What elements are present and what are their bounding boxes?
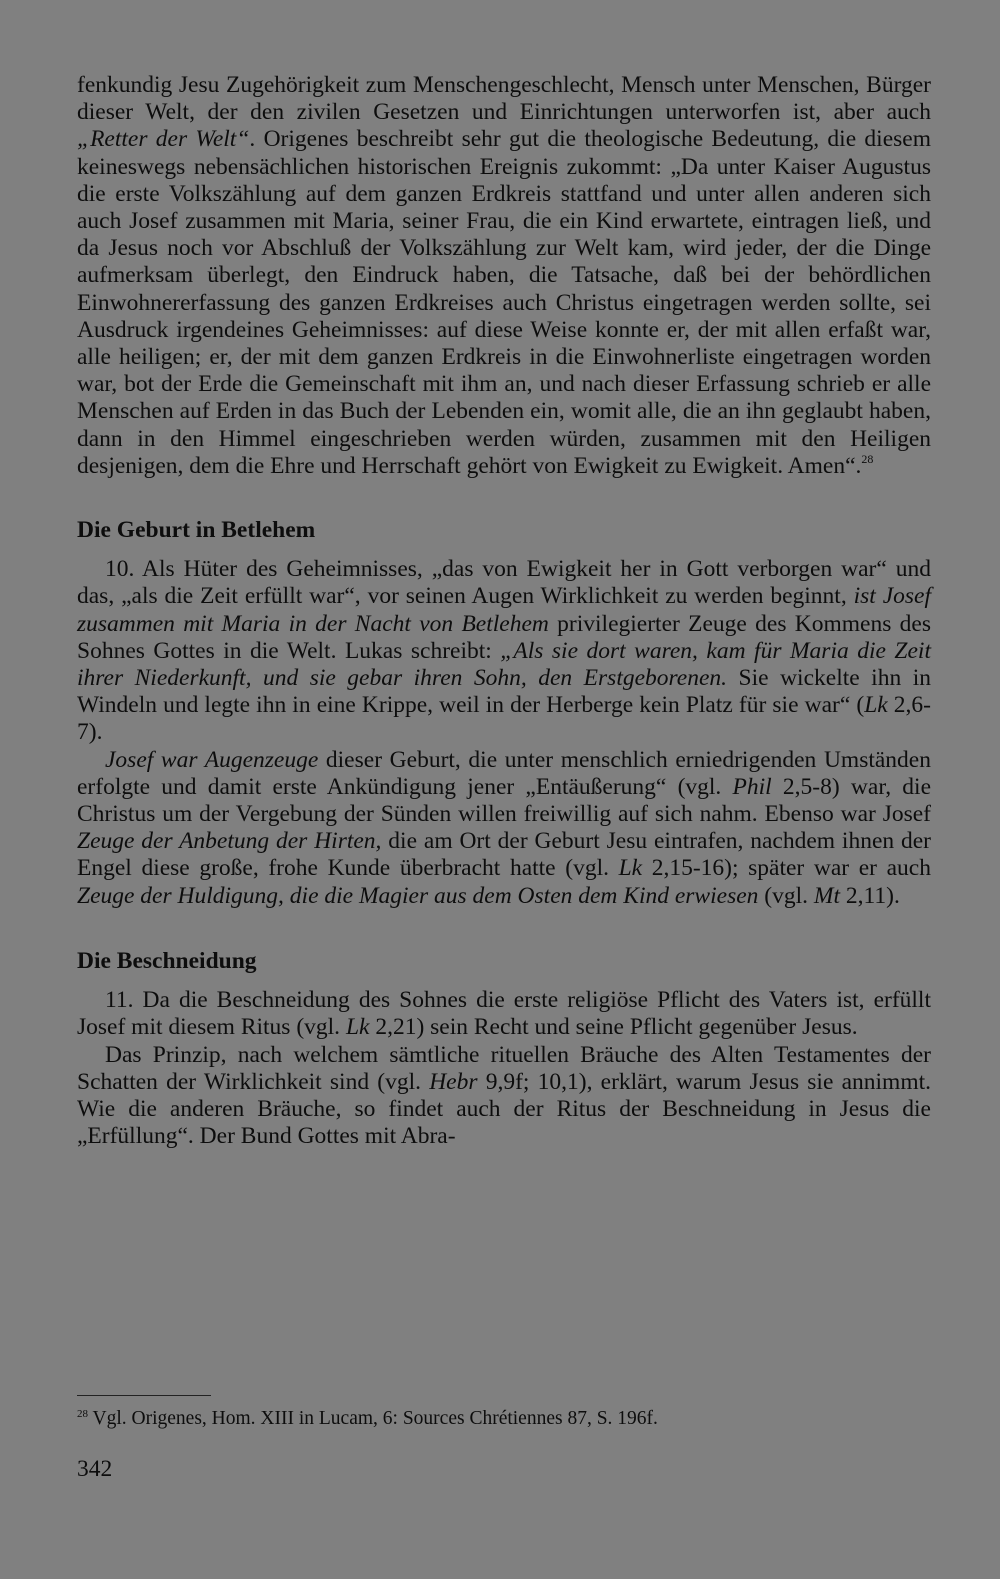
text-run: 2,15-16); später war er auch (642, 855, 931, 882)
italic-run: Lk (864, 692, 888, 719)
paragraph-10 (77, 556, 931, 746)
intro-paragraph (77, 72, 931, 480)
footnote-reference[interactable]: 28 (861, 451, 874, 466)
italic-run: Lk (618, 855, 643, 882)
text-run: . Origenes beschreibt sehr gut die theologische Bedeutung, die diesem keineswegs nebensächlichen historischen Ereignis zukommt: „Da unter Kaiser Augustus die erste Volkszählung auf dem ganzen Erdkreis stattfand und unter allen anderen sich auch Josef zusammen mit Maria, seiner Frau, die ein Kind erwartete, eintragen ließ, und da Jesus noch vor Abschluß der Volkszählung zur Welt kam, wird jeder, der die Dinge aufmerksam überlegt, den Eindruck haben, die Tatsache, daß bei der behördlichen Einwohnererfassung des ganzen Erdkreises auch Christus eingetragen werden sollte, sei Ausdruck irgendeines Geheimnisses: auf diese Weise konnte er, der mit allen erfaßt war, alle heiligen; er, der mit dem ganzen Erdkreis in die Einwohnerliste eingetragen worden war, bot der Erde die Gemeinschaft mit ihm an, und nach dieser Erfassung schrieb er alle Menschen auf Erden in das Buch der Lebenden ein, womit alle, die an ihn geglaubt haben, dann in den Himmel eingeschrieben werden würden, zusammen mit den Heiligen desjenigen, dem die Ehre und Herrschaft gehört von Ewigkeit zu Ewigkeit. Amen“. (77, 126, 931, 479)
text-run: fenkundig Jesu Zugehörigkeit zum Menschengeschlecht, Mensch unter Menschen, Bürger dieser Welt, der den zivilen Gesetzen und Einrichtungen unterworfen ist, aber auch (77, 72, 931, 126)
section-heading-birth: Die Geburt in Betlehem (77, 517, 316, 544)
text-run: (vgl. (758, 882, 814, 909)
italic-run: Hebr (429, 1068, 478, 1095)
text-run: dieser Geburt, die unter menschlich erniedrigenden Umständen erfolgte und damit erste Ankündigung jener „Entäußerung“ (vgl. (77, 746, 931, 800)
text-run: 10. Als Hüter des Geheimnisses, „das von Ewigkeit her in Gott verborgen war“ und das, „als die Zeit erfüllt war“, vor seinen Augen Wirklichkeit zu werden beginnt, (77, 556, 931, 610)
italic-run: Zeuge der Huldigung, die die Magier aus dem Osten dem Kind erwiesen (77, 882, 759, 909)
italic-run: Phil (732, 773, 772, 800)
italic-run: Mt (813, 882, 840, 909)
footnote-number: 28 (77, 1408, 88, 1420)
text-run: 9,9f; 10,1), erklärt, warum Jesus sie annimmt. Wie die anderen Bräuche, so findet auch der Ritus der Beschneidung in Jesus die „Erfüllung“. Der Bund Gottes mit Abra- (77, 1068, 931, 1150)
italic-run: „Retter der Welt“ (77, 126, 250, 153)
text-run: die am Ort der Geburt Jesu eintrafen, nachdem ihnen der Engel diese große, frohe Kunde überbracht hatte (vgl. (77, 828, 932, 882)
text-run: 11. Da die Beschneidung des Sohnes die erste religiöse Pflicht des Vaters ist, erfüllt Josef mit diesem Ritus (vgl. (77, 987, 931, 1041)
footnote (77, 1406, 931, 1432)
text-run: 2,5-8) war, die Christus um der Vergebung der Sünden willen freiwillig auf sich nahm. Ebenso war Josef (77, 773, 932, 828)
paragraph-11 (77, 987, 931, 1041)
text-run: privilegierter Zeuge des Kommens des Sohnes Gottes in die Welt. Lukas schreibt: (77, 610, 931, 664)
text-run: 2,21) sein Recht und seine Pflicht gegenüber Jesus. (369, 1014, 858, 1041)
text-run: Sie wickelte ihn in Windeln und legte ihn in eine Krippe, weil in der Herberge kein Platz für sie war“ ( (77, 665, 931, 719)
italic-run: „Als sie dort waren, kam für Maria die Zeit ihrer Niederkunft, und sie gebar ihren Sohn, den Erstgeborenen. (77, 637, 931, 692)
paragraph-principle (77, 1042, 931, 1151)
text-run: 2,6-7). (77, 692, 932, 746)
page-body (77, 72, 931, 1150)
footnote-divider (77, 1395, 211, 1396)
paragraph-witness (77, 747, 931, 910)
page-number: 342 (77, 1456, 113, 1482)
italic-run: Josef war Augenzeuge (105, 746, 319, 773)
italic-run: ist Josef zusammen mit Maria in der Nacht von Betlehem (77, 583, 931, 637)
italic-run: Lk (345, 1014, 370, 1041)
section-heading-circumcision: Die Beschneidung (77, 947, 257, 974)
footnote-text: Vgl. Origenes, Hom. XIII in Lucam, 6: Sources Chrétiennes 87, S. 196f. (88, 1408, 658, 1429)
text-run: 2,11). (840, 882, 900, 909)
text-run: Das Prinzip, nach welchem sämtliche rituellen Bräuche des Alten Testamentes der Schatten der Wirklichkeit sind (vgl. (77, 1041, 931, 1095)
italic-run: Zeuge der Anbetung der Hirten, (77, 828, 382, 855)
